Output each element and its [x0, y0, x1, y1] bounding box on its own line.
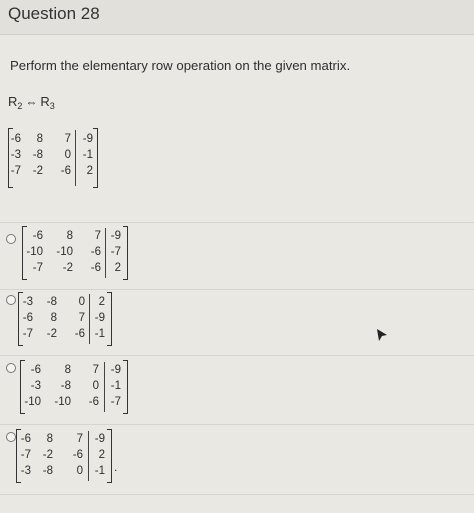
matrix-cell: -6	[90, 262, 101, 274]
matrix-cell: -6	[72, 449, 83, 461]
matrix-cell: -6	[22, 312, 33, 324]
matrix-cell: -2	[46, 328, 57, 340]
option-divider	[0, 289, 474, 290]
matrix-cell: 8	[46, 433, 53, 445]
matrix-cell: -7	[110, 246, 121, 258]
augment-bar	[88, 431, 89, 481]
option-divider	[0, 494, 474, 495]
matrix-cell: -9	[94, 433, 105, 445]
augment-bar	[104, 362, 105, 412]
matrix-cell: -9	[110, 230, 121, 242]
matrix-cell: -1	[82, 149, 93, 161]
option-3-radio[interactable]	[6, 363, 16, 373]
matrix-cell: -7	[10, 165, 21, 177]
option-2-radio[interactable]	[6, 295, 16, 305]
matrix-cell: -7	[22, 328, 33, 340]
matrix-row	[19, 294, 111, 310]
matrix-cell: -10	[26, 246, 43, 258]
row-op-r2: R	[40, 94, 50, 109]
augment-bar	[89, 294, 90, 344]
row-operation	[8, 94, 55, 111]
matrix-cell: 2	[98, 449, 105, 461]
row-op-sub1: 2	[17, 101, 23, 111]
matrix-cell: 0	[92, 380, 99, 392]
matrix-cell: -9	[94, 312, 105, 324]
option-1-matrix[interactable]	[22, 226, 128, 280]
matrix-cell: 2	[98, 296, 105, 308]
mouse-cursor-icon	[376, 328, 388, 342]
matrix-cell: -6	[20, 433, 31, 445]
matrix-cell: -10	[56, 246, 73, 258]
augment-bar	[75, 130, 76, 186]
matrix-row	[23, 228, 127, 244]
matrix-row	[21, 378, 127, 394]
option-2-matrix[interactable]	[18, 292, 112, 346]
matrix-row	[21, 394, 127, 410]
matrix-cell: -2	[62, 262, 73, 274]
matrix-cell: -6	[74, 328, 85, 340]
matrix-cell: 0	[78, 296, 85, 308]
matrix-cell: -8	[46, 296, 57, 308]
matrix-cell: -7	[20, 449, 31, 461]
matrix-row	[23, 260, 127, 276]
matrix-cell: 8	[50, 312, 57, 324]
matrix-cell: 8	[66, 230, 73, 242]
matrix-cell: -2	[32, 165, 43, 177]
matrix-cell: -9	[82, 133, 93, 145]
matrix-row	[19, 326, 111, 342]
matrix-cell: -1	[94, 328, 105, 340]
matrix-cell: -8	[60, 380, 71, 392]
matrix-row	[23, 244, 127, 260]
option-divider	[0, 355, 474, 356]
matrix-cell: -10	[54, 396, 71, 408]
matrix-cell: 0	[76, 465, 83, 477]
matrix-row	[9, 131, 97, 147]
matrix-row	[17, 431, 111, 447]
row-op-sub2: 3	[49, 101, 55, 111]
matrix-cell: -6	[90, 246, 101, 258]
matrix-cell: 2	[86, 165, 93, 177]
matrix-cell: 7	[78, 312, 85, 324]
matrix-cell: -10	[24, 396, 41, 408]
row-op-r1: R	[8, 94, 18, 109]
matrix-row	[9, 147, 97, 163]
matrix-cell: -7	[110, 396, 121, 408]
augment-bar	[105, 228, 106, 278]
option-4-matrix[interactable]	[16, 429, 112, 483]
matrix-cell: -6	[60, 165, 71, 177]
matrix-cell: -1	[94, 465, 105, 477]
matrix-cell: -6	[10, 133, 21, 145]
swap-arrow-icon: ⇔	[25, 95, 38, 109]
question-title: Question 28	[8, 4, 100, 23]
matrix-cell: -6	[88, 396, 99, 408]
option-divider	[0, 222, 474, 223]
matrix-row	[19, 310, 111, 326]
question-prompt: Perform the elementary row operation on the given matrix.	[10, 58, 351, 73]
matrix-cell: 7	[64, 133, 71, 145]
trailing-period: .	[114, 460, 118, 474]
matrix-cell: -2	[42, 449, 53, 461]
matrix-cell: 8	[64, 364, 71, 376]
matrix-cell: -3	[10, 149, 21, 161]
matrix-cell: 0	[64, 149, 71, 161]
option-divider	[0, 424, 474, 425]
matrix-cell: -6	[32, 230, 43, 242]
matrix-cell: 2	[114, 262, 121, 274]
matrix-cell: 7	[94, 230, 101, 242]
option-1-radio[interactable]	[6, 234, 16, 244]
given-matrix	[8, 128, 98, 188]
matrix-cell: -8	[42, 465, 53, 477]
matrix-row	[9, 163, 97, 179]
matrix-cell: -3	[20, 465, 31, 477]
matrix-row	[17, 447, 111, 463]
question-header	[0, 0, 474, 35]
matrix-cell: -9	[110, 364, 121, 376]
option-4-radio[interactable]	[6, 432, 16, 442]
matrix-row	[21, 362, 127, 378]
matrix-cell: 8	[36, 133, 43, 145]
matrix-cell: -8	[32, 149, 43, 161]
matrix-row	[17, 463, 111, 479]
matrix-cell: -7	[32, 262, 43, 274]
matrix-cell: -1	[110, 380, 121, 392]
matrix-cell: 7	[92, 364, 99, 376]
matrix-cell: -3	[22, 296, 33, 308]
matrix-cell: -3	[30, 380, 41, 392]
matrix-cell: -6	[30, 364, 41, 376]
option-3-matrix[interactable]	[20, 360, 128, 414]
matrix-cell: 7	[76, 433, 83, 445]
